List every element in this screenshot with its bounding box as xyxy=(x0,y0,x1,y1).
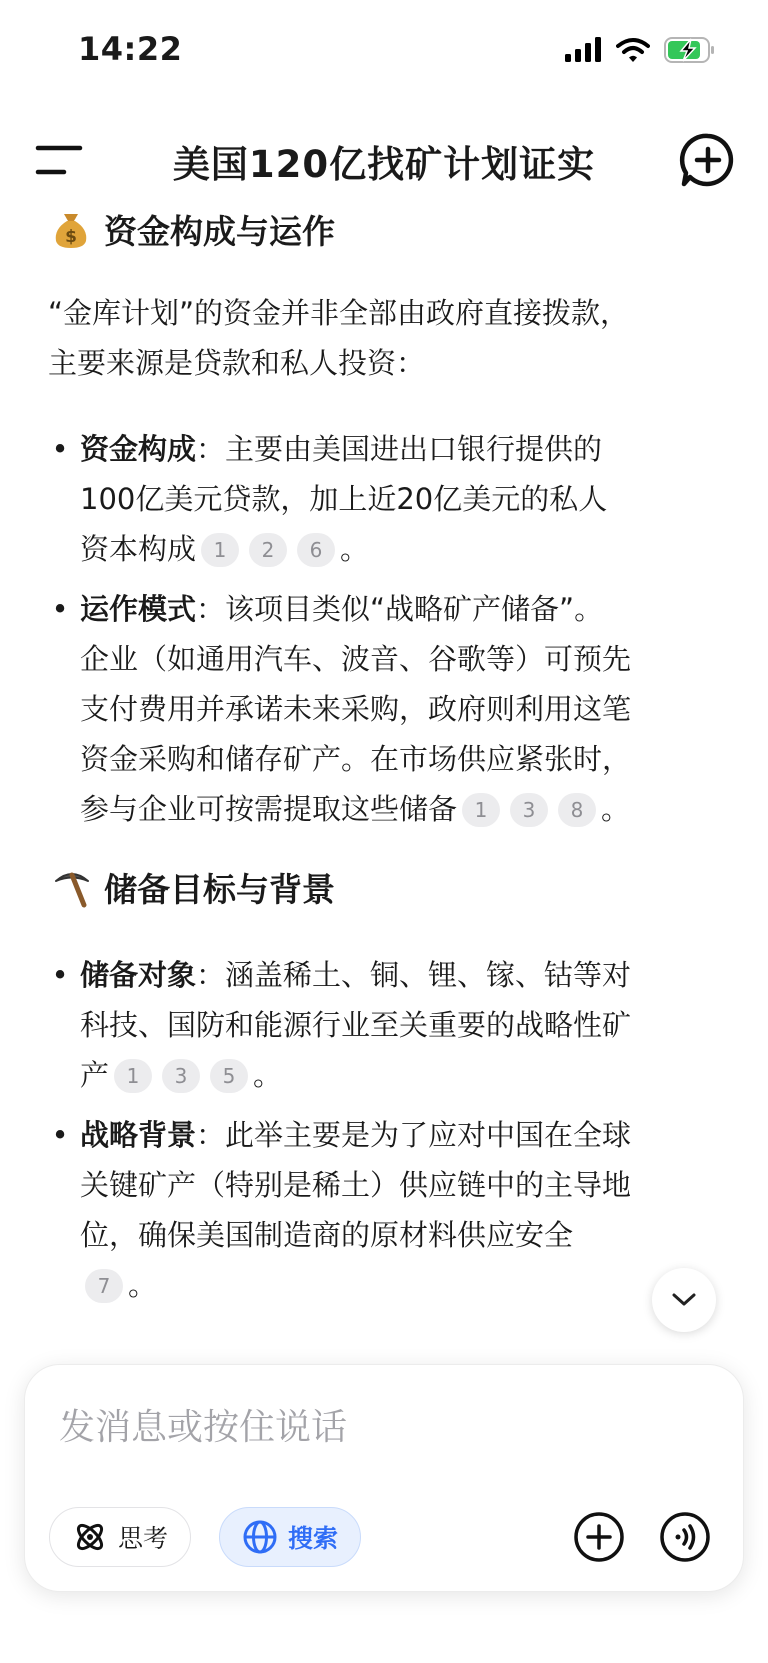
bullet-end: 。 xyxy=(601,792,631,826)
bullet-text: ：主要由美国进出口银行提供的 xyxy=(196,432,603,466)
battery-charging-icon xyxy=(664,36,716,68)
bullet-text: ：涵盖稀土、铜、锂、镓、钴等对 xyxy=(196,958,632,992)
section-heading-reserve xyxy=(48,864,335,911)
status-icons xyxy=(564,36,716,68)
plus-icon xyxy=(573,1511,625,1563)
citation-badge[interactable]: 1 xyxy=(114,1059,152,1093)
citation-badge[interactable]: 3 xyxy=(510,793,548,827)
bullet-line: 关键矿产（特别是稀土）供应链中的主导地 xyxy=(80,1168,632,1202)
intro-line-2: 主要来源是贷款和私人投资： xyxy=(48,346,426,380)
section-title-reserve: 储备目标与背景 xyxy=(104,870,335,909)
bullet-line: 企业（如通用汽车、波音、谷歌等）可预先 xyxy=(80,642,632,676)
bullet-dot: • xyxy=(51,432,69,466)
menu-icon xyxy=(34,138,86,182)
bullet-body xyxy=(80,584,726,834)
intro-line-1: “金库计划”的资金并非全部由政府直接拨款， xyxy=(48,296,630,330)
voice-wave-icon xyxy=(659,1511,711,1563)
chat-header xyxy=(0,118,768,202)
bullet-line xyxy=(80,524,726,574)
bullet-line xyxy=(80,584,726,634)
bullet-dot: • xyxy=(51,958,69,992)
bullet-end: 。 xyxy=(340,532,370,566)
atom-icon xyxy=(72,1519,108,1555)
message-composer xyxy=(24,1364,744,1592)
bullet-line: 资金采购和储存矿产。在市场供应紧张时， xyxy=(80,742,632,776)
think-label: 思考 xyxy=(118,1524,169,1553)
voice-call-button[interactable] xyxy=(659,1511,711,1563)
scroll-to-bottom-button[interactable] xyxy=(652,1268,716,1332)
bullet-line xyxy=(80,950,726,1000)
bullet-line xyxy=(80,424,726,474)
svg-text:$: $ xyxy=(65,226,77,247)
message-content xyxy=(0,202,768,1362)
status-time: 14:22 xyxy=(78,30,183,68)
bullet-end: 。 xyxy=(128,1268,158,1302)
citation-badge[interactable]: 6 xyxy=(297,533,335,567)
bullet-line: 科技、国防和能源行业至关重要的战略性矿 xyxy=(80,1008,632,1042)
bullet-line xyxy=(80,1050,726,1100)
bullet-label: 资金构成 xyxy=(80,432,197,466)
list-item-funding-composition xyxy=(50,424,726,574)
chevron-down-icon xyxy=(671,1292,697,1308)
citation-badge[interactable]: 2 xyxy=(249,533,287,567)
bullet-end: 。 xyxy=(253,1058,283,1092)
bullet-text: ：此举主要是为了应对中国在全球 xyxy=(196,1118,632,1152)
signal-icon xyxy=(564,37,602,67)
bullet-dot: • xyxy=(51,1118,69,1152)
bullet-text: 产 xyxy=(80,1058,110,1092)
bullet-label: 储备对象 xyxy=(80,958,197,992)
think-toggle[interactable] xyxy=(49,1507,191,1567)
add-attachment-button[interactable] xyxy=(573,1511,625,1563)
list-item-reserve-targets xyxy=(50,950,726,1100)
citation-badge[interactable]: 7 xyxy=(85,1269,123,1303)
bullet-label: 战略背景 xyxy=(80,1118,197,1152)
status-bar xyxy=(0,0,768,100)
bullet-text: ：该项目类似“战略矿产储备”。 xyxy=(196,592,604,626)
section-intro xyxy=(48,288,728,388)
message-input[interactable] xyxy=(59,1399,699,1455)
bullet-line: 支付费用并承诺未来采购，政府则利用这笔 xyxy=(80,692,632,726)
list-item-strategic-background xyxy=(50,1110,726,1310)
new-chat-icon xyxy=(678,130,738,190)
bullet-dot: • xyxy=(51,592,69,626)
new-chat-button[interactable] xyxy=(678,130,738,190)
search-label: 搜索 xyxy=(288,1524,339,1553)
bullet-body xyxy=(80,950,726,1100)
list-item-operation-mode xyxy=(50,584,726,834)
bullet-label: 运作模式 xyxy=(80,592,197,626)
bullet-line: 位，确保美国制造商的原材料供应安全 xyxy=(80,1218,574,1252)
pickaxe-icon xyxy=(48,865,94,911)
bullet-text: 资本构成 xyxy=(80,532,197,566)
globe-icon xyxy=(242,1519,278,1555)
citation-badge[interactable]: 1 xyxy=(462,793,500,827)
citation-badge[interactable]: 1 xyxy=(201,533,239,567)
bullet-body xyxy=(80,1110,726,1310)
search-toggle[interactable] xyxy=(219,1507,361,1567)
section-heading-funding xyxy=(48,206,335,253)
page-title: 美国120亿找矿计划证实 xyxy=(172,143,596,186)
bullet-body xyxy=(80,424,726,574)
section-title-funding: 资金构成与运作 xyxy=(104,212,335,251)
bullet-line xyxy=(80,1260,726,1310)
citation-badge[interactable]: 8 xyxy=(558,793,596,827)
bullet-text: 参与企业可按需提取这些储备 xyxy=(80,792,458,826)
bullet-line: 100亿美元贷款，加上近20亿美元的私人 xyxy=(80,482,608,516)
wifi-icon xyxy=(616,37,650,67)
money-bag-icon xyxy=(48,207,94,253)
bullet-line xyxy=(80,784,726,834)
bullet-line xyxy=(80,1110,726,1160)
menu-button[interactable] xyxy=(34,138,86,182)
citation-badge[interactable]: 3 xyxy=(162,1059,200,1093)
citation-badge[interactable]: 5 xyxy=(210,1059,248,1093)
